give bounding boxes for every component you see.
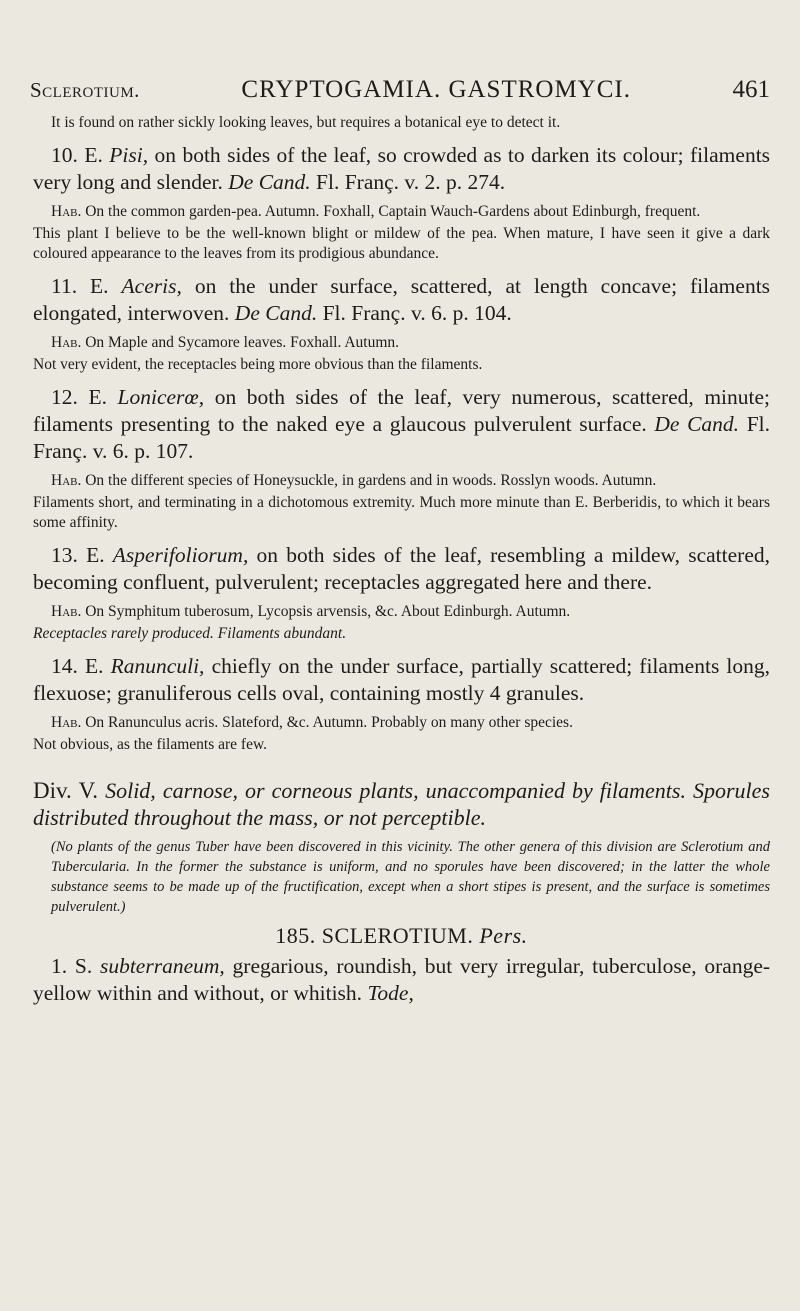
entry-description — [33, 384, 770, 465]
entry-species: Ranunculi, — [110, 654, 205, 678]
intro-text: It is found on rather sickly looking leaves, but requires a botanical eye to detect it. — [51, 114, 561, 131]
entry-species: Aceris, — [121, 274, 182, 298]
entry-description — [33, 273, 770, 327]
entry-reference-tail: Fl. Franç. v. 6. p. 104. — [322, 301, 512, 325]
species-entry — [33, 142, 770, 264]
habitat-text: On the different species of Honeysuckle, in gardens and in woods. Rosslyn woods. Autumn. — [85, 472, 657, 489]
entry-reference-tail: Fl. Franç. v. 2. p. 274. — [316, 170, 506, 194]
entry-description — [33, 953, 770, 1007]
entry-genus: E. — [85, 654, 104, 678]
habitat — [33, 713, 770, 733]
habitat — [33, 202, 770, 222]
header-left-genus: Sclerotium. — [30, 78, 140, 102]
entry-note: Receptacles rarely produced. Filaments abundant. — [33, 625, 347, 642]
entry-text: gregarious, roundish, but very irregular, tuberculose, orange-yellow within and without, or whitish. — [33, 954, 771, 1005]
genus-number: 185. — [275, 923, 316, 948]
entry-genus: E. — [84, 143, 103, 167]
division-note: (No plants of the genus Tuber have been discovered in this vicinity. The other genera of this division are Sclerotium and Tubercularia. In the former the substance is uniform, and no sporules have been discovered; in the latter the whole substance seems to be made up of the fructification, except when a short stipes is present, and the surface is sometimes pulverulent.) — [51, 839, 770, 915]
habitat-text: On the common garden-pea. Autumn. Foxhall, Captain Wauch-Gardens about Edinburgh, frequent. — [85, 203, 701, 220]
running-header — [30, 76, 770, 104]
entry-number: 14. — [51, 654, 78, 678]
entry-reference: De Cand. — [654, 412, 740, 436]
entry-reference-tail: Fl. Franç. v. 6. p. 107. — [33, 412, 770, 463]
genus-author: Pers. — [479, 923, 528, 948]
entry-text: on the under surface, scattered, at length concave; filaments elongated, interwoven. — [33, 274, 771, 325]
habitat — [33, 333, 770, 353]
species-entry — [33, 384, 770, 533]
species-entry — [33, 542, 770, 644]
habitat — [33, 471, 770, 491]
habitat-text: On Symphitum tuberosum, Lycopsis arvensis, &c. About Edinburgh. Autumn. — [85, 603, 571, 620]
habitat-label: Hab. — [51, 472, 82, 489]
entry-genus: E. — [88, 385, 107, 409]
entry-text: on both sides of the leaf, very numerous, scattered, minute; filaments presenting to the naked eye a glaucous pulverulent surface. — [33, 385, 771, 436]
habitat-label: Hab. — [51, 714, 82, 731]
habitat-label: Hab. — [51, 603, 82, 620]
genus-heading — [33, 923, 770, 949]
entry-description — [33, 653, 770, 707]
habitat-text: On Ranunculus acris. Slateford, &c. Autumn. Probably on many other species. — [85, 714, 573, 731]
entry-note: Not very evident, the receptacles being more obvious than the filaments. — [33, 356, 483, 373]
entry-genus: S. — [74, 954, 93, 978]
entry-note: Filaments short, and terminating in a dichotomous extremity. Much more minute than E. Berberidis, to which it bears some affinity. — [33, 494, 770, 531]
entry-note: Not obvious, as the filaments are few. — [33, 736, 268, 753]
page-number: 461 — [732, 76, 770, 103]
division-heading — [33, 777, 770, 831]
entry-genus: E. — [86, 543, 105, 567]
entry-number: 12. — [51, 385, 78, 409]
entry-description — [33, 142, 770, 196]
habitat-label: Hab. — [51, 334, 82, 351]
entry-number: 11. — [51, 274, 78, 298]
entry-text: chiefly on the under surface, partially scattered; filaments long, flexuose; granuliferous cells oval, containing mostly 4 granules. — [33, 654, 771, 705]
division-label: Div. V. — [33, 778, 99, 803]
entry-text: on both sides of the leaf, so crowded as to darken its colour; filaments very long and slender. — [33, 143, 771, 194]
habitat-label: Hab. — [51, 203, 82, 220]
species-entry — [33, 273, 770, 375]
entry-note: This plant I believe to be the well-known blight or mildew of the pea. When mature, I have seen it give a dark coloured appearance to the leaves from its prodigious abundance. — [33, 225, 770, 262]
entry-description — [33, 542, 770, 596]
entry-species: Pisi, — [109, 143, 149, 167]
habitat-text: On Maple and Sycamore leaves. Foxhall. Autumn. — [85, 334, 400, 351]
entry-reference: De Cand. — [234, 301, 318, 325]
entry-species: Lonicerœ, — [117, 385, 205, 409]
entry-species: Asperifoliorum, — [112, 543, 249, 567]
species-entry — [33, 653, 770, 755]
division-text: Solid, carnose, or corneous plants, unaccompanied by filaments. Sporules distributed throughout the mass, or not perceptible. — [33, 778, 770, 830]
entry-number: 1. — [51, 954, 68, 978]
habitat — [33, 602, 770, 622]
entry-genus: E. — [90, 274, 109, 298]
entry-text: on both sides of the leaf, resembling a mildew, scattered, becoming confluent, pulverulent; receptacles aggregated here and there. — [33, 543, 771, 594]
header-title: CRYPTOGAMIA. GASTROMYCI. — [241, 76, 631, 103]
entry-number: 13. — [51, 543, 78, 567]
entry-reference: Tode, — [367, 981, 414, 1005]
entry-species: subterraneum, — [99, 954, 225, 978]
page-body — [33, 112, 770, 1029]
entry-reference: De Cand. — [228, 170, 311, 194]
genus-name: SCLEROTIUM. — [321, 923, 474, 948]
entry-number: 10. — [51, 143, 78, 167]
